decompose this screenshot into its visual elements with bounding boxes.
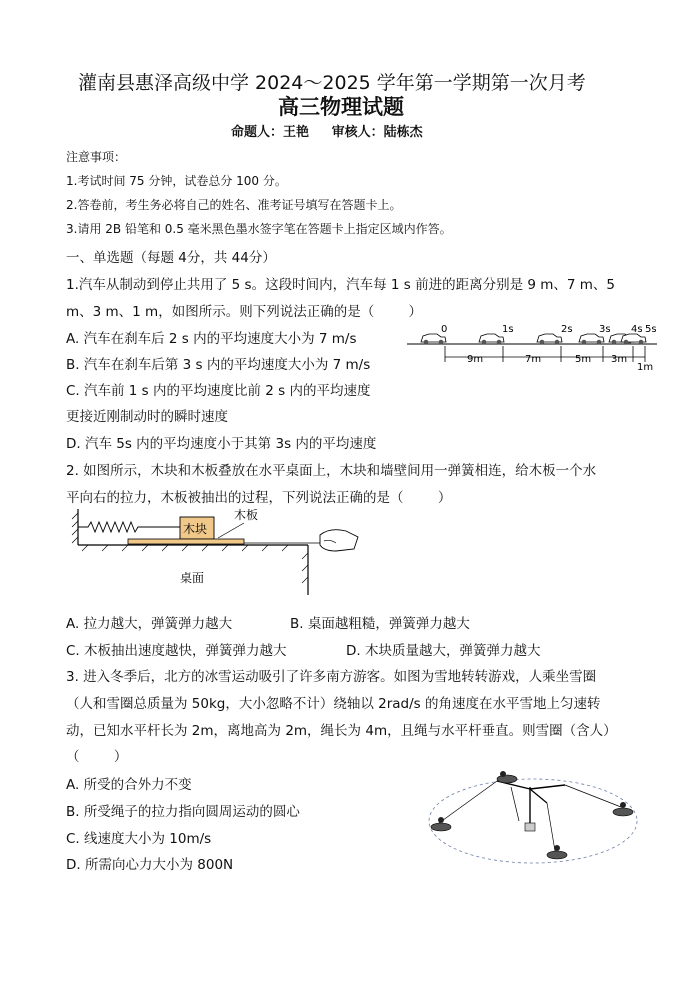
- section-title: 一、单选题（每题 4分，共 44分）: [66, 250, 276, 266]
- q2-option-c: C. 木板抽出速度越快，弹簧弹力越大: [66, 643, 287, 659]
- authors-line: 命题人：王艳 审核人：陆栋杰: [231, 125, 423, 140]
- spring: [78, 522, 180, 532]
- car-icon: [621, 334, 646, 344]
- q3-option-a: A. 所受的合外力不变: [66, 777, 192, 793]
- note-item: 3.请用 2B 铅笔和 0.5 毫米黑色墨水签字笔在答题卡上指定区域内作答。: [66, 222, 452, 236]
- q1-stem: m、3 m、1 m，如图所示。则下列说法正确的是（ ）: [66, 304, 423, 320]
- table-label: 桌面: [180, 571, 205, 585]
- q3-option-b: B. 所受绳子的拉力指向圆周运动的圆心: [66, 804, 300, 820]
- q3-option-c: C. 线速度大小为 10m/s: [66, 831, 212, 847]
- notes-heading: 注意事项：: [66, 150, 127, 164]
- q3-stem: （ ）: [66, 749, 128, 765]
- exam-title: 高三物理试题: [278, 95, 404, 119]
- car-braking-figure: [405, 320, 663, 372]
- q3-stem: （人和雪圈总质量为 50kg，大小忽略不计）绕轴以 2rad/s 的角速度在水平雪地上匀速转: [66, 696, 601, 712]
- q1-option-d: D. 汽车 5s 内的平均速度小于其第 3s 内的平均速度: [66, 436, 377, 452]
- time-label: 4s: [631, 324, 643, 335]
- distance-label: 5m: [575, 354, 592, 365]
- snow-ring-icon: [431, 817, 451, 831]
- q3-stem: 3. 进入冬季后，北方的冰雪运动吸引了许多南方游客。如图为雪地转转游戏，人乘坐雪圈: [66, 669, 597, 685]
- distance-label: 7m: [525, 354, 542, 365]
- note-item: 2.答卷前，考生务必将自己的姓名、准考证号填写在答题卡上。: [66, 198, 402, 212]
- q2-option-d: D. 木块质量越大，弹簧弹力越大: [346, 643, 541, 659]
- q3-stem: 动，已知水平杆长为 2m，离地高为 2m，绳长为 4m，且绳与水平杆垂直。则雪圈（含人）: [66, 723, 617, 739]
- snow-ring-icon: [547, 845, 567, 859]
- q1-option-c-cont: 更接近刚制动时的瞬时速度: [66, 409, 228, 425]
- q1-option-b: B. 汽车在刹车后第 3 s 内的平均速度大小为 7 m/s: [66, 357, 371, 373]
- time-label: 0: [441, 324, 448, 335]
- time-label: 5s: [645, 324, 657, 335]
- block-label: 木块: [183, 522, 208, 536]
- distance-label: 3m: [611, 354, 628, 365]
- spring-block-figure: [68, 505, 368, 600]
- board-label: 木板: [234, 508, 259, 522]
- q1-option-c: C. 汽车前 1 s 内的平均速度比前 2 s 内的平均速度: [66, 383, 371, 399]
- q2-option-b: B. 桌面越粗糙，弹簧弹力越大: [290, 616, 470, 632]
- q2-option-a: A. 拉力越大，弹簧弹力越大: [66, 616, 233, 632]
- q1-stem: 1.汽车从制动到停止共用了 5 s。这段时间内，汽车每 1 s 前进的距离分别是 9 m、7 m、5: [66, 277, 616, 293]
- q2-stem: 2. 如图所示，木块和木板叠放在水平桌面上，木块和墙壁间用一弹簧相连，给木板一个水: [66, 463, 597, 479]
- time-label: 3s: [599, 324, 611, 335]
- school-title: 灌南县惠泽高级中学 2024～2025 学年第一学期第一次月考: [78, 72, 586, 94]
- car-icon: [479, 334, 504, 344]
- distance-label: 1m: [637, 362, 654, 373]
- q1-option-a: A. 汽车在刹车后 2 s 内的平均速度大小为 7 m/s: [66, 331, 357, 347]
- q3-option-d: D. 所需向心力大小为 800N: [66, 857, 234, 873]
- q2-stem: 平向右的拉力，木板被抽出的过程，下列说法正确的是（ ）: [66, 490, 452, 506]
- snow-ring-rotation-figure: [425, 765, 645, 870]
- time-label: 1s: [502, 324, 514, 335]
- snow-ring-icon: [613, 802, 633, 816]
- car-icon: [537, 334, 562, 344]
- time-label: 2s: [561, 324, 573, 335]
- snow-ring-icon: [497, 771, 517, 783]
- distance-label: 9m: [467, 354, 484, 365]
- car-icon: [579, 334, 604, 344]
- wood-board: [128, 539, 244, 544]
- note-item: 1.考试时间 75 分钟，试卷总分 100 分。: [66, 174, 287, 188]
- car-icon: [421, 334, 446, 344]
- hand-icon: [320, 530, 358, 551]
